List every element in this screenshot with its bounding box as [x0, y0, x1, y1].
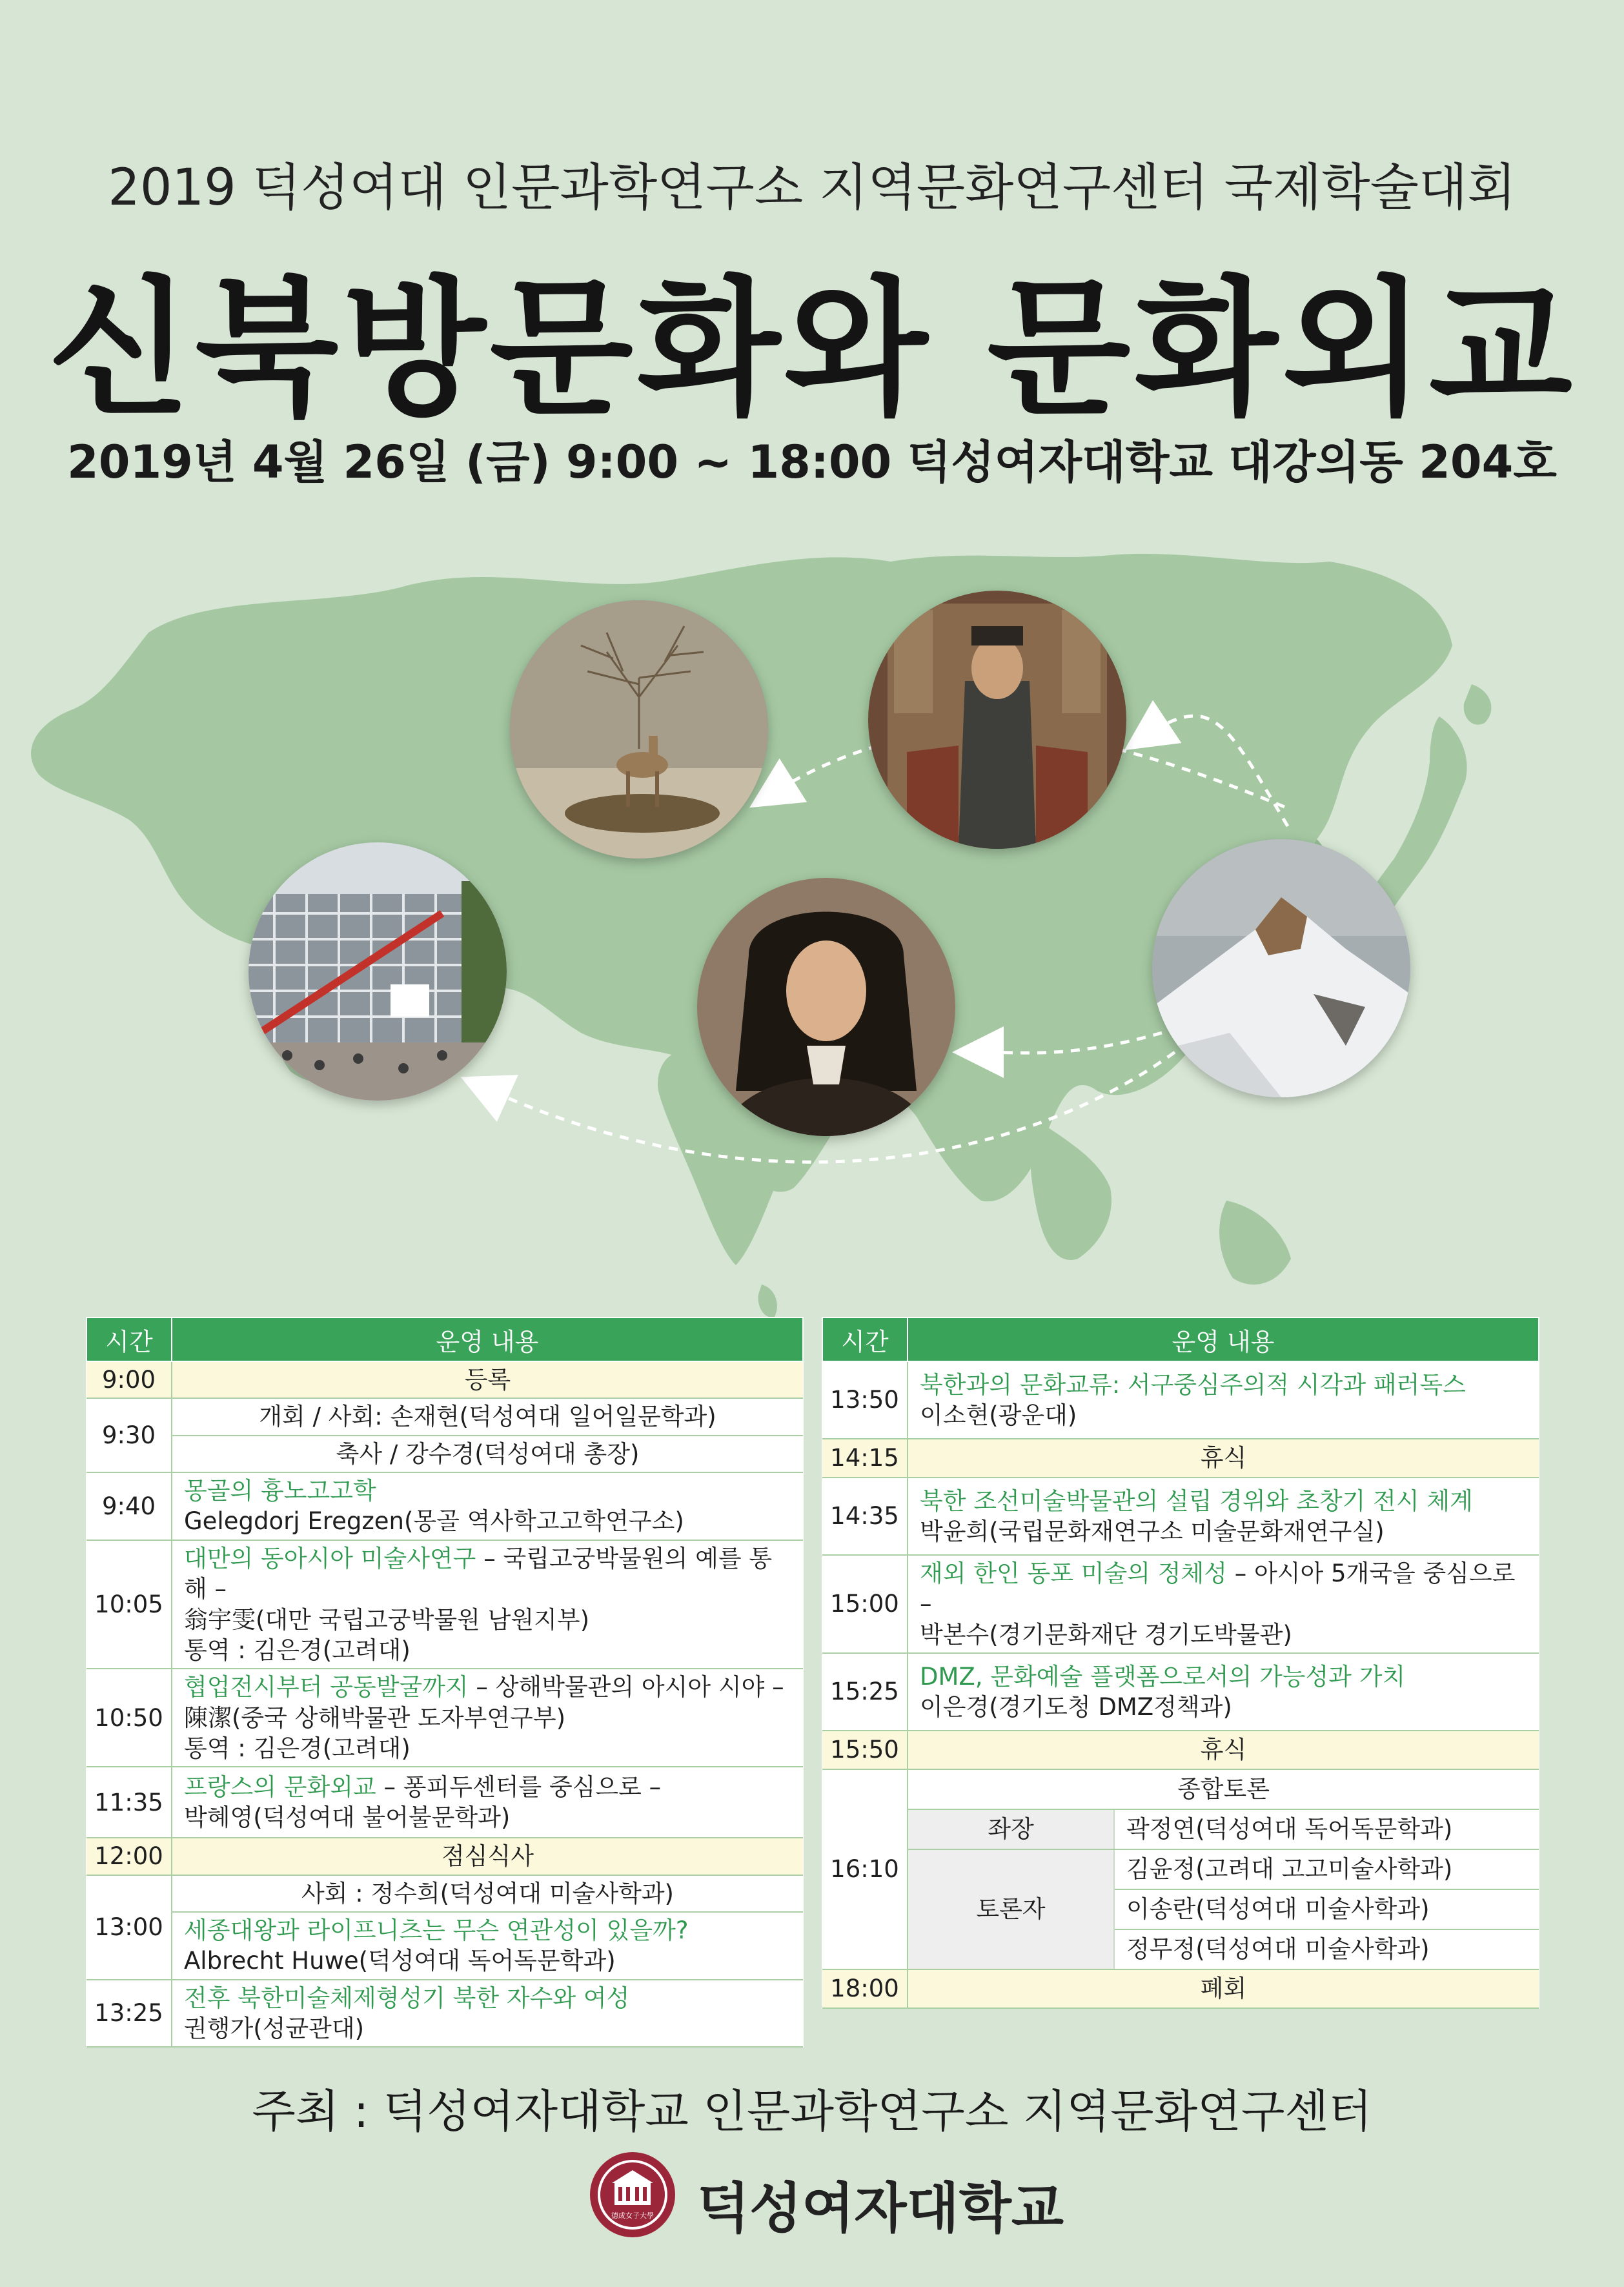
content-cell: 폐회	[908, 1969, 1539, 2008]
talk-subtitle: – 퐁피두센터를 중심으로 –	[376, 1773, 662, 1801]
table-header-row	[86, 1317, 803, 1361]
speaker: 이소현(광운대)	[920, 1401, 1077, 1429]
time-cell: 9:30	[86, 1398, 172, 1472]
table-row	[86, 1361, 803, 1398]
interpreter: 통역 : 김은경(고려대)	[184, 1734, 411, 1762]
southeast-asia-landmass	[1030, 1117, 1111, 1260]
time-cell: 14:15	[822, 1439, 908, 1478]
speaker: 박본수(경기문화재단 경기도박물관)	[920, 1620, 1292, 1649]
time-cell: 15:50	[822, 1731, 908, 1769]
content-cell: 등록	[172, 1361, 803, 1398]
content-cell	[908, 1361, 1539, 1439]
time-cell: 16:10	[822, 1769, 908, 1969]
speaker: Albrecht Huwe(덕성여대 독어독문학과)	[184, 1947, 616, 1975]
talk-title: DMZ, 문화예술 플랫폼으로서의 가능성과 가치	[920, 1662, 1406, 1691]
time-cell: 9:00	[86, 1361, 172, 1398]
speaker: 박혜영(덕성여대 불어불문학과)	[184, 1804, 511, 1832]
speaker: 권행가(성균관대)	[184, 2015, 365, 2043]
table-row	[86, 1669, 803, 1767]
content-cell: 점심식사	[172, 1838, 803, 1875]
table-header-row	[822, 1317, 1539, 1361]
panelist-name: 김윤정(고려대 고고미술사학과)	[1114, 1849, 1539, 1889]
talk-title: 북한과의 문화교류: 서구중심주의적 시각과 패러독스	[920, 1370, 1466, 1399]
table-row	[86, 1398, 803, 1435]
time-cell: 15:00	[822, 1555, 908, 1653]
chair-label: 좌장	[908, 1809, 1114, 1849]
talk-title: 대만의 동아시아 미술사연구	[184, 1544, 476, 1572]
panelist-name: 이송란(덕성여대 미술사학과)	[1114, 1889, 1539, 1929]
time-cell: 10:05	[86, 1540, 172, 1669]
conference-subtitle: 2019 덕성여대 인문과학연구소 지역문화연구센터 국제학술대회	[108, 159, 1516, 217]
time-cell: 13:25	[86, 1980, 172, 2048]
talk-title: 전후 북한미술체제형성기 북한 자수와 여성	[184, 1984, 630, 2012]
interpreter: 통역 : 김은경(고려대)	[184, 1636, 411, 1664]
panelist-name: 정무정(덕성여대 미술사학과)	[1114, 1929, 1539, 1969]
table-row	[822, 1969, 1539, 2008]
university-name: 덕성여자대학교	[697, 2176, 1064, 2240]
table-row	[822, 1439, 1539, 1478]
col-content-header: 운영 내용	[908, 1317, 1539, 1361]
table-row	[822, 1769, 1539, 1809]
leibniz-portrait-photo	[697, 878, 955, 1136]
conference-title: 신북방문화와 문화외교	[48, 261, 1576, 436]
content-cell	[908, 1555, 1539, 1653]
content-cell: 휴식	[908, 1439, 1539, 1478]
talk-title: 프랑스의 문화외교	[184, 1773, 376, 1801]
content-cell	[908, 1653, 1539, 1731]
col-time-header: 시간	[86, 1317, 172, 1361]
table-row	[86, 1838, 803, 1875]
content-cell	[172, 1540, 803, 1669]
table-row	[86, 1540, 803, 1669]
speaker: 翁宇雯(대만 국립고궁박물원 남원지부)	[184, 1605, 590, 1634]
table-row	[86, 1875, 803, 1912]
content-cell	[172, 1472, 803, 1540]
deer-installation-photo	[510, 600, 768, 859]
time-cell: 18:00	[822, 1969, 908, 2008]
col-content-header: 운영 내용	[172, 1317, 803, 1361]
talk-subtitle: – 상해박물관의 아시아 시야 –	[468, 1673, 784, 1702]
talk-subtitle: – 아시아 5개국을 중심으로 –	[920, 1560, 1516, 1618]
content-cell	[172, 1980, 803, 2048]
time-cell: 14:35	[822, 1478, 908, 1555]
university-logo	[587, 2150, 1064, 2240]
table-row	[822, 1555, 1539, 1653]
chair-name: 곽정연(덕성여대 독어독문학과)	[1114, 1809, 1539, 1849]
host-organization: 주최 : 덕성여자대학교 인문과학연구소 지역문화연구센터	[252, 2085, 1372, 2138]
content-cell	[172, 1767, 803, 1838]
time-cell: 9:40	[86, 1472, 172, 1540]
table-row	[822, 1849, 1539, 1889]
time-cell: 11:35	[86, 1767, 172, 1838]
talk-title: 협업전시부터 공동발굴까지	[184, 1673, 469, 1702]
table-row	[86, 1980, 803, 2048]
talk-title: 재외 한인 동포 미술의 정체성	[920, 1560, 1227, 1587]
time-cell: 12:00	[86, 1838, 172, 1875]
speaker: 이은경(경기도청 DMZ정책과)	[920, 1693, 1232, 1722]
talk-title: 세종대왕과 라이프니츠는 무슨 연관성이 있을까?	[184, 1916, 689, 1945]
content-cell: 휴식	[908, 1731, 1539, 1769]
portrait-painting-photo	[868, 591, 1126, 849]
table-row	[86, 1472, 803, 1540]
content-cell: 축사 / 강수경(덕성여대 총장)	[172, 1436, 803, 1472]
discussion-header: 종합토론	[908, 1769, 1539, 1809]
speaker: Gelegdorj Eregzen(몽골 역사학고고학연구소)	[184, 1507, 684, 1536]
time-cell: 15:25	[822, 1653, 908, 1731]
table-row	[822, 1809, 1539, 1849]
table-row	[822, 1361, 1539, 1439]
talk-subtitle: – 국립고궁박물원의 예를 통해 –	[184, 1544, 773, 1603]
talk-title: 몽골의 흉노고고학	[184, 1477, 376, 1505]
schedule-table-right	[822, 1317, 1539, 2009]
speaker: 陳潔(중국 상해박물관 도자부연구부)	[184, 1703, 566, 1732]
speaker: 박윤희(국립문화재연구소 미술문화재연구실)	[920, 1518, 1385, 1545]
seal-text: 德成女子大學	[611, 2211, 654, 2220]
content-cell: 개회 / 사회: 손재현(덕성여대 일어일문학과)	[172, 1398, 803, 1435]
table-row	[822, 1478, 1539, 1555]
time-cell: 13:00	[86, 1875, 172, 1980]
col-time-header: 시간	[822, 1317, 908, 1361]
panel-label: 토론자	[908, 1849, 1114, 1969]
content-cell	[172, 1669, 803, 1767]
table-row	[822, 1653, 1539, 1731]
time-cell: 13:50	[822, 1361, 908, 1439]
talk-title: 북한 조선미술박물관의 설립 경위와 초창기 전시 체계	[920, 1487, 1473, 1515]
content-cell	[172, 1912, 803, 1980]
table-row	[86, 1436, 803, 1472]
time-cell: 10:50	[86, 1669, 172, 1767]
table-row	[86, 1912, 803, 1980]
date-venue: 2019년 4월 26일 (금) 9:00 ~ 18:00 덕성여자대학교 대강의동 204호	[67, 436, 1557, 489]
schedule-table-left	[86, 1317, 804, 2048]
snowy-mountain-photo	[1152, 839, 1410, 1097]
pompidou-centre-photo	[249, 842, 507, 1101]
table-row	[86, 1767, 803, 1838]
content-cell: 사회 : 정수희(덕성여대 미술사학과)	[172, 1875, 803, 1912]
university-seal-icon	[587, 2150, 678, 2240]
content-cell	[908, 1478, 1539, 1555]
table-row	[822, 1731, 1539, 1769]
